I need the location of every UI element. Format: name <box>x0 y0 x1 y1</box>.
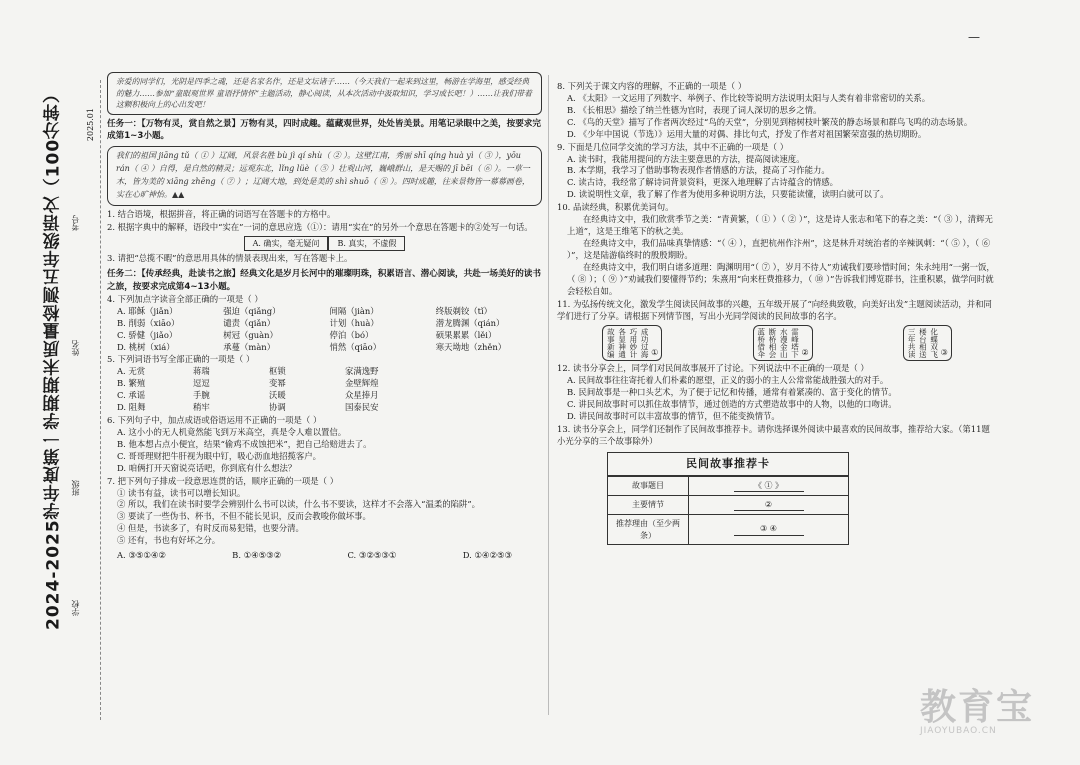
question-4-options <box>107 306 542 354</box>
plot-step: 雷峰塔下 <box>790 328 800 359</box>
card-row <box>608 495 848 514</box>
binding-line <box>100 80 101 720</box>
option: A. 读书时，我能用提问的方法主要意思的方法，提高阅读速度。 <box>567 153 805 164</box>
left-column <box>107 72 542 562</box>
fill-paragraph: 在经典诗文中，我们明白诸多道理：陶渊明用“（ ⑦ ），岁月不待人”劝诫我们要珍惜时间；朱永纯用“一粥一饭，（ ⑧ ）；（ ⑨ ）”劝诫我们要懂得节约；朱熹用“向来枉费推移力，（ ⑩ ）”告诉我们博览群书，注重积累，做学问时就会轻松自如。 <box>567 261 995 296</box>
blank-number: ③ <box>940 348 948 358</box>
option: A. ③⑤①④② <box>117 550 166 561</box>
option: 蒋瑞 <box>193 366 210 377</box>
option: 终版剃铰（tǐ） <box>435 305 493 316</box>
option: 众星捧月 <box>345 390 379 401</box>
fill-paragraph: 在经典诗文中，我们品味真挚情感：“（ ④ ），直把杭州作汴州”，这是林升对统治者的辛辣讽刺：“（ ⑤ ），（ ⑥ ）”，这是陆游临终时的殷殷期盼。 <box>567 237 991 260</box>
exam-title: 2024-2025学年度第一学期期末质量检测五年级语文（100分钟） <box>43 84 64 630</box>
question-11: 11. 为弘扬传统文化，激发学生阅读民间故事的兴趣，五年级开展了“向经典致敬，向美好出发”主题阅读活动，并和同学们进行了分享。请根据下列情节图，写出小光同学阅读的民间故事的名字。 <box>557 298 992 321</box>
option: B. 他本想占点小便宜，结果“偷鸡不成蚀把米”，把自己给赔进去了。 <box>117 438 372 449</box>
card-label: 主要情节 <box>608 495 689 514</box>
question-7-options <box>107 550 542 562</box>
option: B. 繁殖 <box>117 378 146 389</box>
option: 协调 <box>269 402 286 413</box>
option: 国泰民安 <box>345 402 379 413</box>
option: D. 讲民间故事时可以丰富故事的情节，但不能变换情节。 <box>567 411 780 422</box>
card-value: ③ ④ <box>689 515 849 544</box>
option: D. 读说明性文章，我了解了作者为使用多种说明方法，只要能读懂，读明白就可以了。 <box>567 189 889 200</box>
option: 硕果累累（lěi） <box>435 329 497 340</box>
sentence: ① 读书有益，读书可以增长知识。 <box>117 487 246 498</box>
card-value: ② <box>689 495 849 514</box>
passage-box: 我们的祖国 jiāng tǔ（ ① ）辽阔，风景名胜 bù jì qí shù（ ② ）。这壁江南，秀丽 shī qíng huà yì（ ③ ），yōu rán（ ④ ）自得，是自然的精灵；远观东北，lǐng lüè（ ⑤ ）壮观山河，巍峨群山，是天赐的 jī bēi（ ⑥ ）。一草一木，皆为美的 xiāng zhēng（ ⑦ ）；辽阔大地，到处是美的 shì shuō（ ⑧ ）。四时成趣，往来景物皆一幕幕画卷，实在心旷神怡。▲▲ <box>107 146 542 206</box>
option: D. 《少年中国说（节选）》运用大量的对偶、排比句式，抒发了作者对祖国繁荣富强的热切期盼。 <box>567 128 927 139</box>
blank-number: ① <box>651 348 659 358</box>
option: 变幂 <box>269 378 286 389</box>
card-title: 民间故事推荐卡 <box>608 453 848 476</box>
option: 家满逸野 <box>345 366 379 377</box>
fill-paragraph: 在经典诗文中，我们欣赏季节之美：“青黄繁，（ ① ）（ ② ）”，这是诗人张志和笔下的春之美：“（ ③ ），清辉无上道”，这是王维笔下的秋之美。 <box>567 214 993 237</box>
question-2-options <box>107 236 542 251</box>
option: 停泊（bó） <box>329 329 374 340</box>
option: C. 讲民间故事时可以抓住故事情节，通过创造的方式塑造故事中的人物，以他的口吻讲。 <box>567 399 897 410</box>
option: A. 无赏 <box>117 366 146 377</box>
plot-step: 各显神通 <box>617 328 627 359</box>
plot-step: 楼台相送 <box>918 328 928 359</box>
question-3: 3. 请把“总揽不暇”的意思用具体的情景表现出来，写在答题卡上。 <box>107 253 353 264</box>
sentence: ④ 但是，书读多了，有时反而易犯错，也要分清。 <box>117 523 304 534</box>
option: A. 这小小的无人机竟然能飞到万米高空，真是令人难以置信。 <box>117 426 347 437</box>
question-5-options <box>107 366 542 414</box>
question-1: 1. 结合语境，根据拼音，将正确的词语写在答题卡的方格中。 <box>107 209 336 220</box>
question-9: 9. 下面是几位同学交流的学习方法，其中不正确的一项是（ ） <box>557 141 789 152</box>
plot-step: 水漫金山 <box>779 328 789 359</box>
blank-number: ② <box>801 348 809 358</box>
option: B. 削弱（xiāo） <box>117 317 180 328</box>
card-label: 故事题目 <box>608 476 689 495</box>
card-row <box>608 476 848 495</box>
option: D. 阻舞 <box>117 402 146 413</box>
field-class: 班级 <box>71 480 80 496</box>
field-exam-number: 考号 <box>71 215 80 231</box>
option: C. 《鸟的天堂》描写了作者两次经过“鸟的天堂”，分别见到榕树枝叶繁茂的静态场景和群鸟飞鸣的动态场景。 <box>567 116 973 127</box>
option: 枢锁 <box>269 366 286 377</box>
right-column <box>557 80 997 545</box>
option: C. 读古诗，我经常了解诗词背景资料，更深入地理解了古诗蕴含的情感。 <box>567 177 839 188</box>
card-table <box>608 476 848 544</box>
watermark <box>920 687 1070 750</box>
option: 稍牢 <box>193 402 210 413</box>
option: A. 《太阳》一文运用了列数字、举例子、作比较等说明方法说明太阳与人类有着非常密切的关系。 <box>567 92 931 103</box>
plot-step: 蓝桥借伞 <box>756 328 766 359</box>
field-school: 学校 <box>71 600 80 616</box>
plot-step: 成功过海 <box>640 328 650 359</box>
watermark-text: 教育宝 <box>920 687 1035 728</box>
question-5: 5. 下列词语书写全部正确的一项是（ ） <box>107 354 255 365</box>
option: 承蔓（màn） <box>223 341 276 352</box>
question-8: 8. 下列关于课文内容的理解，不正确的一项是（ ） <box>557 81 747 91</box>
question-13: 13. 读书分享会上，同学们还制作了民间故事推荐卡。请你选择课外阅读中最喜欢的民间故事，推荐给大家。（第11题小光分享的三个故事除外） <box>557 424 990 446</box>
question-2: 2. 根据字典中的解释，语段中“实在”一词的意思应选（①）：请用“实在”的另外一个意思在答题卡的②处写一句话。 <box>107 222 533 233</box>
exam-date: 2025.01 <box>86 108 95 142</box>
option: 寒天坳地（zhěn） <box>435 341 507 352</box>
plot-step: 断桥相会 <box>768 328 778 359</box>
option: 沃暖 <box>269 390 286 401</box>
option: 金壁辉煌 <box>345 378 379 389</box>
recommendation-card <box>607 452 849 545</box>
option: 潜龙腾渊（qián） <box>435 317 505 328</box>
story-plot-diagrams <box>557 325 997 361</box>
plot-step: 故事新编 <box>606 328 616 359</box>
option: 谴责（qiǎn） <box>223 317 276 328</box>
option: D. 咱俩打开天窗说亮话吧，你到底有什么想法？ <box>117 462 297 473</box>
option: C. ③②⑤③① <box>347 550 397 561</box>
task2-title: 任务二：【传承经典，赴读书之旅】经典文化是岁月长河中的璀璨明珠，积累语言、潜心阅读，共赴一场美好的读书之旅，按要求完成第4~13小题。 <box>107 269 541 292</box>
option: 计划（huà） <box>329 317 379 328</box>
option: C. 骄健（jiǎo） <box>117 329 178 340</box>
option-b: B. 真实，不虚假 <box>328 236 405 251</box>
plot-step: 三年共读 <box>907 328 917 359</box>
option: D. ①④②⑤③ <box>462 550 512 561</box>
option: B. 民间故事是一种口头艺术，为了便于记忆和传播，通常有着紧凑的、富于变化的情节。 <box>567 387 897 398</box>
option: A. 耶稣（jiǎn） <box>117 305 178 316</box>
task1-title: 任务一：【万物有灵，赏自然之景】万物有灵，四时成趣。蕴藏观世界，处处皆美景。用笔记录眼中之美，按要求完成第1~3小题。 <box>107 119 541 142</box>
option: 树冠（guàn） <box>223 329 278 340</box>
question-6: 6. 下列句子中，加点成语或俗语运用不正确的一项是（ ） <box>107 415 322 426</box>
question-10: 10. 品读经典，积累优美词句。 <box>557 202 674 213</box>
option-a: A. 确实，毫无疑问 <box>244 236 329 251</box>
plot-step: 化蝶双飞 <box>929 328 939 359</box>
option: C. 哥哥理财把牛肝视为眼中钉，吸心沥血地招揽客户。 <box>117 450 322 461</box>
plot-step: 巧用妙计 <box>628 328 638 359</box>
option: 悄然（qiāo） <box>329 341 382 352</box>
option: C. 承谣 <box>117 390 146 401</box>
watermark-url: JIAOYUBAO.CN <box>920 726 997 736</box>
top-mark: — <box>968 30 980 44</box>
option: 逗逗 <box>193 378 210 389</box>
story-box-3 <box>903 325 952 361</box>
sentence: ③ 要读了一些伪书、杯书，不但不能长见识，反而会教唆你做坏事。 <box>117 511 371 522</box>
card-value: 《 ① 》 <box>689 476 849 495</box>
card-row <box>608 515 848 544</box>
option: 手腕 <box>193 390 210 401</box>
question-12: 12. 读书分享会上，同学们对民间故事展开了讨论。下列说法中不正确的一项是（ ） <box>557 363 869 374</box>
story-box-1 <box>602 325 662 361</box>
question-7: 7. 把下列句子排成一段意思连贯的话，顺序正确的一项是（ ） <box>107 475 339 486</box>
option: 强迫（qiǎng） <box>223 305 281 316</box>
column-divider <box>548 75 549 715</box>
sentence: ⑤ 还有，书也有好坏之分。 <box>117 535 221 546</box>
option: 间隔（jiàn） <box>329 305 379 316</box>
option: A. 民间故事往往寄托着人们朴素的愿望，正义的弱小的主人公常常能战胜强大的对手。 <box>567 375 889 386</box>
option: B. ①④⑤③② <box>232 550 282 561</box>
field-name: 姓名 <box>71 340 80 356</box>
story-box-2 <box>753 325 813 361</box>
option: D. 桃树（xiá） <box>117 341 175 352</box>
intro-box: 亲爱的同学们，光阴是四季之魂，还是名家名作，还是文坛诸子……（今天我们一起来到这里，畅游在学海里，感受经典的魅力……参加“童眼观世界 童语抒情怀”主题活动，静心阅读，从本次活动中汲取知识，学习成长吧！）……让我们带着这颗积极向上的心出发吧！ <box>107 72 542 115</box>
option: B. 本学期，我学习了借助事物表现作者情感的方法，提高了习作能力。 <box>567 165 830 176</box>
option: B. 《长相思》描绘了纳兰性德为官时，表现了词人深切的思乡之情。 <box>567 104 822 115</box>
card-label: 推荐理由（至少两条） <box>608 515 689 544</box>
question-4: 4. 下列加点字读音全部正确的一项是（ ） <box>107 293 263 304</box>
sentence: ② 所以，我们在读书时要学会辨别什么书可以读，什么书不要读，这样才不会落入“温柔的陷阱”。 <box>117 499 480 510</box>
